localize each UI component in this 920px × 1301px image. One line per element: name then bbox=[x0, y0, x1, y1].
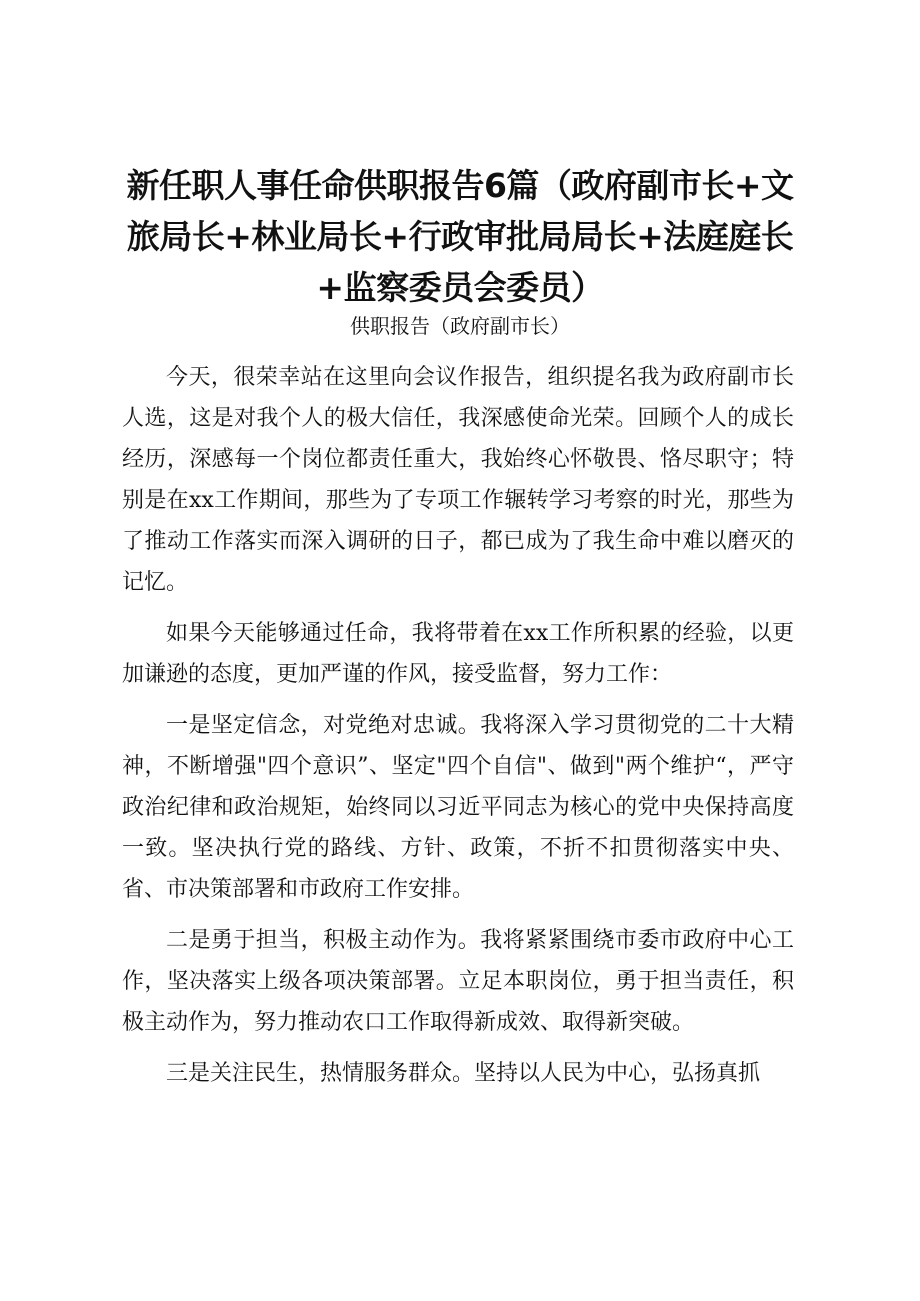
paragraph: 如果今天能够通过任命，我将带着在xx工作所积累的经验，以更加谦逊的态度，更加严谨的作风，接受监督，努力工作： bbox=[122, 621, 794, 687]
document-title: 新任职人事任命供职报告6篇（政府副市长+文旅局长+林业局长+行政审批局局长+法庭庭长+监察委员会委员） bbox=[126, 166, 794, 307]
paragraph: 今天，很荣幸站在这里向会议作报告，组织提名我为政府副市长人选，这是对我个人的极大信任，我深感使命光荣。回顾个人的成长经历，深感每一个岗位都责任重大，我始终心怀敬畏、恪尽职守；特别是在xx工作期间，那些为了专项工作辗转学习考察的时光，那些为了推动工作落实而深入调研的日子，都已成为了我生命中难以磨灭的记忆。 bbox=[122, 365, 794, 595]
document-subtitle: 供职报告（政府副市长） bbox=[350, 314, 570, 338]
paragraph: 三是关注民生，热情服务群众。坚持以人民为中心，弘扬真抓 bbox=[166, 1061, 761, 1086]
document-body bbox=[122, 357, 794, 1104]
paragraph: 二是勇于担当，积极主动作为。我将紧紧围绕市委市政府中心工作，坚决落实上级各项决策部署。立足本职岗位，勇于担当责任，积极主动作为，努力推动农口工作取得新成效、取得新突破。 bbox=[122, 928, 794, 1035]
paragraph: 一是坚定信念，对党绝对忠诚。我将深入学习贯彻党的二十大精神，不断增强"四个意识”、坚定"四个自信"、做到"两个维护“，严守政治纪律和政治规矩，始终同以习近平同志为核心的党中央保持高度一致。坚决执行党的路线、方针、政策，不折不扣贯彻落实中央、省、市决策部署和市政府工作安排。 bbox=[122, 713, 794, 902]
